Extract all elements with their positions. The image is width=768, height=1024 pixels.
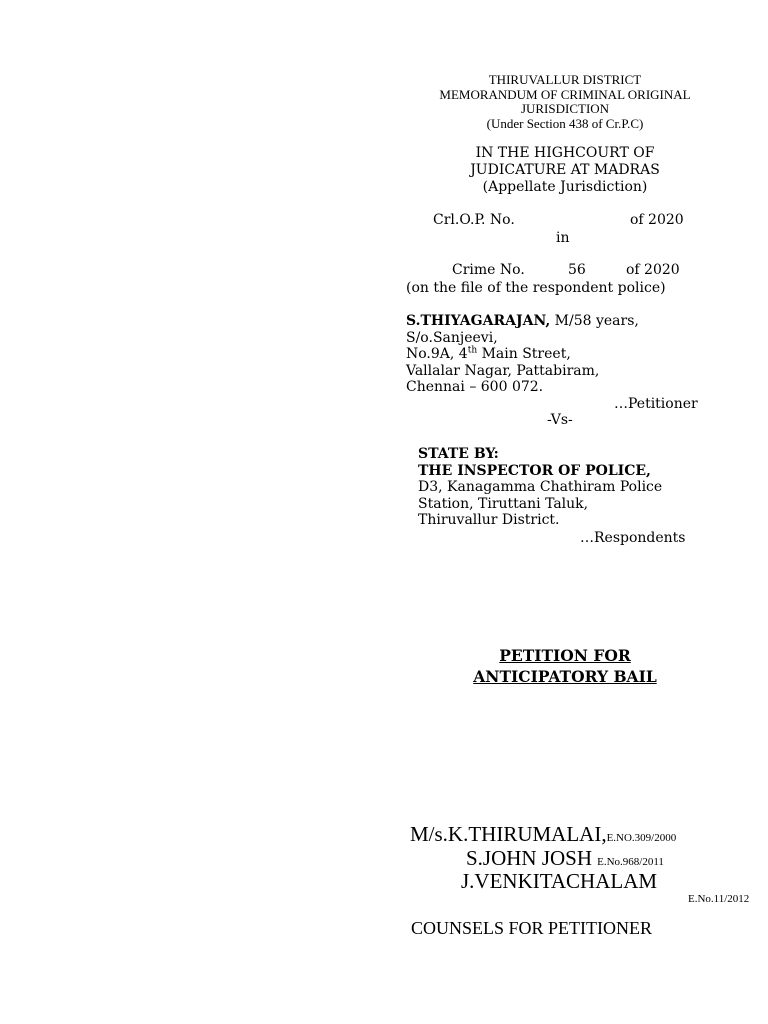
header-line-section: (Under Section 438 of Cr.P.C) bbox=[486, 115, 644, 131]
address-ordinal: th bbox=[467, 345, 478, 356]
respondent-line-1: STATE BY: bbox=[418, 446, 499, 462]
header-line-jurisdiction: JURISDICTION bbox=[520, 101, 610, 116]
petitioner-relation: S/o.Sanjeevi, bbox=[406, 329, 498, 346]
counsel-1-name: M/s.K.THIRUMALAI, bbox=[410, 822, 607, 846]
respondent-role: …Respondents bbox=[580, 530, 686, 546]
crime-label: Crime No. bbox=[452, 262, 525, 278]
crime-number: 56 bbox=[568, 262, 586, 278]
respondent-line-2: THE INSPECTOR OF POLICE, bbox=[418, 462, 651, 479]
respondent-line-3: D3, Kanagamma Chathiram Police bbox=[418, 479, 663, 495]
court-line-3: (Appellate Jurisdiction) bbox=[482, 179, 648, 195]
counsel-footer: COUNSELS FOR PETITIONER bbox=[411, 918, 653, 938]
address-street: Main Street, bbox=[477, 346, 571, 362]
header-line-memorandum: MEMORANDUM OF CRIMINAL ORIGINAL bbox=[439, 86, 691, 102]
petition-title bbox=[420, 645, 710, 687]
counsel-2-enrolment: E.No.968/2011 bbox=[597, 856, 664, 868]
petitioner-address-3: Chennai – 600 072. bbox=[406, 379, 544, 395]
versus: -Vs- bbox=[547, 412, 573, 428]
petitioner-block bbox=[406, 313, 639, 396]
respondent-block bbox=[418, 446, 662, 529]
petitioner-age: M/58 years, bbox=[554, 313, 639, 329]
petitioner-role: …Petitioner bbox=[614, 396, 698, 412]
counsel-2 bbox=[466, 846, 664, 870]
respondent-line-4: Station, Tiruttani Taluk, bbox=[418, 495, 589, 512]
court-line-1: IN THE HIGHCOURT OF bbox=[475, 145, 655, 161]
court-line-2: JUDICATURE AT MADRAS bbox=[470, 162, 660, 178]
counsel-3-name: J.VENKITACHALAM bbox=[461, 869, 658, 893]
counsel-2-name: S.JOHN JOSH bbox=[466, 846, 593, 870]
crlop-label: Crl.O.P. No. bbox=[433, 212, 515, 228]
petitioner-address-1 bbox=[406, 346, 639, 363]
header-line-district: THIRUVALLUR DISTRICT bbox=[488, 72, 642, 87]
counsel-3-enrolment: E.No.11/2012 bbox=[688, 893, 750, 905]
in-word: in bbox=[556, 230, 570, 246]
petitioner-name-line bbox=[406, 313, 639, 330]
crlop-year: of 2020 bbox=[630, 212, 684, 228]
crime-year: of 2020 bbox=[626, 262, 680, 278]
petition-title-line-1: PETITION FOR bbox=[499, 646, 631, 665]
file-note: (on the file of the respondent police) bbox=[406, 280, 666, 296]
court-heading bbox=[400, 145, 730, 196]
district-heading bbox=[400, 73, 730, 131]
respondent-line-5: Thiruvallur District. bbox=[418, 512, 560, 528]
counsel-1 bbox=[410, 822, 676, 846]
petitioner-address-2: Vallalar Nagar, Pattabiram, bbox=[406, 362, 600, 379]
counsel-1-enrolment: E.NO.309/2000 bbox=[606, 832, 677, 844]
petition-title-line-2: ANTICIPATORY BAIL bbox=[473, 667, 657, 686]
petitioner-name: S.THIYAGARAJAN, bbox=[406, 313, 551, 329]
address-number: No.9A, 4 bbox=[406, 346, 468, 362]
